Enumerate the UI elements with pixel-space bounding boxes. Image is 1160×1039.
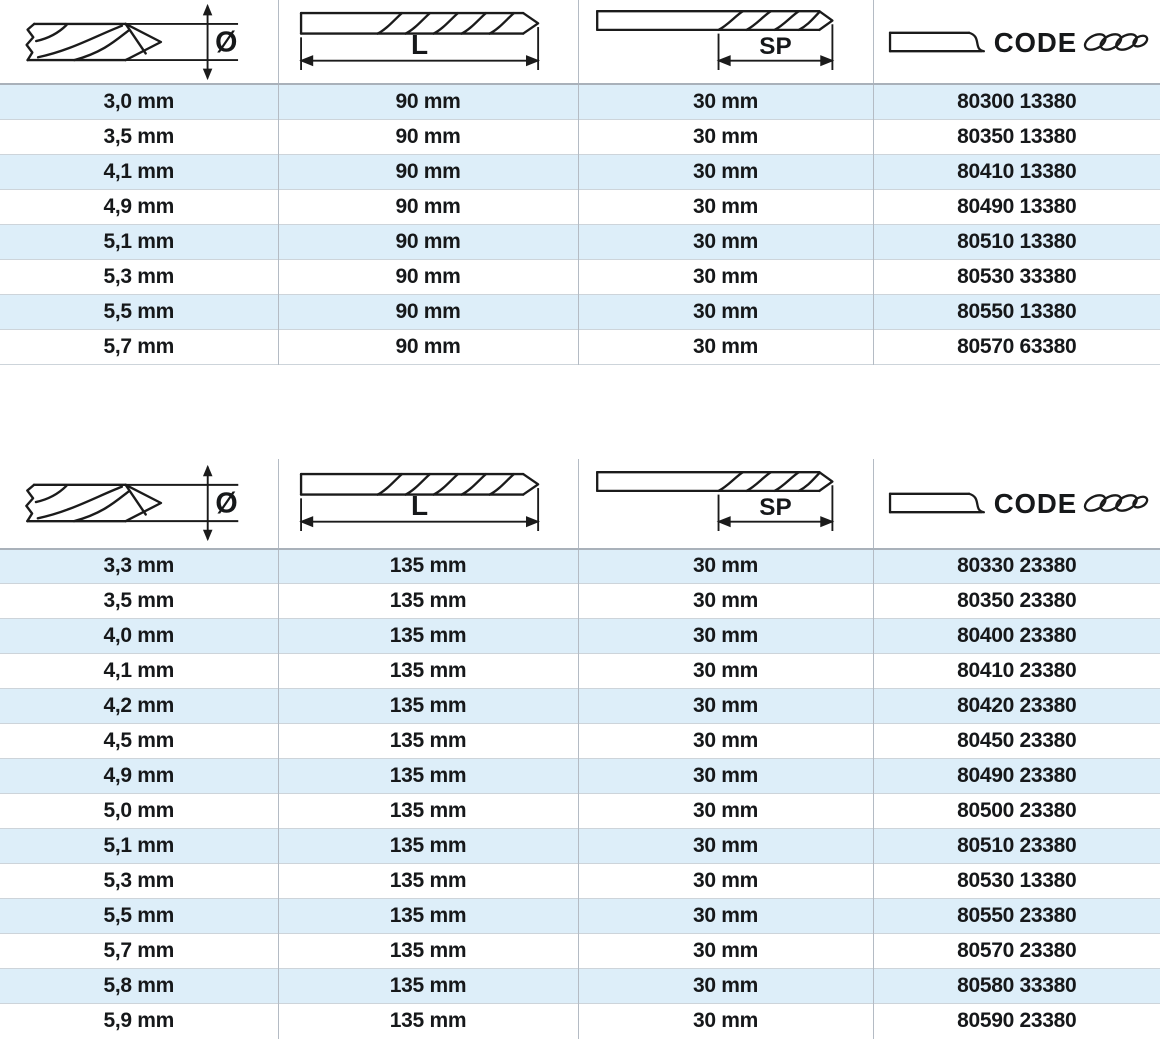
table-cell: 80450 23380 [873, 724, 1160, 759]
table-cell: 30 mm [578, 619, 873, 654]
table-body [0, 549, 1160, 1039]
table-cell: 80410 13380 [873, 154, 1160, 189]
diameter-label: Ø [215, 487, 238, 520]
drill-spiral-length-icon [586, 2, 866, 82]
table-cell: 135 mm [278, 724, 578, 759]
table-cell: 135 mm [278, 619, 578, 654]
table-cell: 30 mm [578, 154, 873, 189]
table-cell: 5,0 mm [0, 794, 278, 829]
table-cell: 90 mm [278, 119, 578, 154]
table-cell: 5,5 mm [0, 899, 278, 934]
table-cell: 30 mm [578, 934, 873, 969]
spiral-length-label: SP [758, 32, 792, 60]
table-row [0, 794, 1160, 829]
length-label: L [411, 28, 429, 60]
table-cell: 30 mm [578, 759, 873, 794]
table-cell: 90 mm [278, 259, 578, 294]
table-row [0, 119, 1160, 154]
table-row [0, 84, 1160, 119]
table-cell: 30 mm [578, 294, 873, 329]
table-cell: 30 mm [578, 84, 873, 119]
table-cell: 30 mm [578, 899, 873, 934]
column-header-diameter [0, 0, 278, 84]
table-cell: 30 mm [578, 829, 873, 864]
table-row [0, 934, 1160, 969]
table-row [0, 619, 1160, 654]
table-cell: 80570 23380 [873, 934, 1160, 969]
column-header-spiral-length [578, 0, 873, 84]
table-cell: 30 mm [578, 259, 873, 294]
table-cell: 5,5 mm [0, 294, 278, 329]
table-row [0, 259, 1160, 294]
table-cell: 80510 13380 [873, 224, 1160, 259]
table-row [0, 154, 1160, 189]
table-cell: 5,3 mm [0, 259, 278, 294]
code-label: CODE [993, 26, 1077, 58]
table-cell: 80550 13380 [873, 294, 1160, 329]
table-cell: 30 mm [578, 654, 873, 689]
table-row [0, 689, 1160, 724]
table-row [0, 829, 1160, 864]
table-cell: 30 mm [578, 969, 873, 1004]
drill-length-icon [288, 2, 568, 82]
table-cell: 3,0 mm [103, 89, 175, 113]
header-row [0, 459, 1160, 549]
table-cell: 4,1 mm [0, 654, 278, 689]
table-cell: 80590 23380 [873, 1004, 1160, 1039]
code-label: CODE [993, 488, 1077, 520]
table-cell: 80420 23380 [873, 689, 1160, 724]
table-cell: 30 mm [578, 1004, 873, 1039]
table-cell: 30 mm [578, 119, 873, 154]
table-cell: 135 mm [278, 689, 578, 724]
table-cell: 80350 13380 [873, 119, 1160, 154]
table-cell: 30 mm [578, 189, 873, 224]
table-cell: 80500 23380 [873, 794, 1160, 829]
table-cell: 5,8 mm [0, 969, 278, 1004]
table-header [0, 0, 1160, 84]
table-cell: 80490 13380 [873, 189, 1160, 224]
table-cell: 80300 13380 [873, 84, 1160, 119]
table-cell: 90 mm [278, 224, 578, 259]
column-header-code [873, 459, 1160, 549]
table-row [0, 759, 1160, 794]
table-cell: 135 mm [278, 584, 578, 619]
drill-length-icon [288, 462, 568, 544]
table-cell: 135 mm [278, 549, 578, 584]
table-cell: 3,5 mm [0, 119, 278, 154]
table-cell: 30 mm [578, 864, 873, 899]
table-cell: 5,3 mm [0, 864, 278, 899]
table-cell: 80550 23380 [873, 899, 1160, 934]
table-row [0, 224, 1160, 259]
table-cell: 80490 23380 [873, 759, 1160, 794]
table-cell: 135 mm [278, 654, 578, 689]
table-cell: 30 mm [578, 584, 873, 619]
drill-code-icon [879, 13, 1155, 71]
table-cell: 80530 13380 [873, 864, 1160, 899]
table-cell: 30 mm [578, 794, 873, 829]
drill-diameter-icon [13, 462, 265, 544]
length-label: L [411, 490, 429, 522]
table-cell: 80570 63380 [873, 329, 1160, 364]
table-row [0, 864, 1160, 899]
table-cell: 80530 33380 [873, 259, 1160, 294]
column-header-diameter [0, 459, 278, 549]
table-cell: 5,7 mm [0, 329, 278, 364]
table-header [0, 459, 1160, 549]
table-cell: 30 mm [578, 329, 873, 364]
table-row [0, 899, 1160, 934]
table-cell: 4,5 mm [0, 724, 278, 759]
drill-diameter-icon [13, 2, 265, 82]
table-cell: 135 mm [278, 794, 578, 829]
drill-spiral-length-icon [586, 462, 866, 544]
table-row [0, 329, 1160, 364]
diameter-label: Ø [214, 26, 238, 59]
drill-table-135mm [0, 459, 1160, 1039]
table-cell: 135 mm [278, 934, 578, 969]
table-cell: 4,0 mm [0, 619, 278, 654]
table-cell: 5,1 mm [0, 829, 278, 864]
table-cell: 3,3 mm [103, 554, 175, 578]
table-cell: 30 mm [578, 549, 873, 584]
table-row [0, 584, 1160, 619]
drill-table-90mm [0, 0, 1160, 365]
column-header-code [873, 0, 1160, 84]
table-cell: 90 mm [278, 84, 578, 119]
table-cell: 135 mm [278, 1004, 578, 1039]
table-cell: 30 mm [578, 224, 873, 259]
table-cell: 135 mm [278, 829, 578, 864]
table-cell: 135 mm [278, 759, 578, 794]
table-row [0, 1004, 1160, 1039]
table-row [0, 724, 1160, 759]
drill-code-icon [879, 474, 1155, 532]
table-cell: 90 mm [278, 189, 578, 224]
table-row [0, 549, 1160, 584]
table-row [0, 189, 1160, 224]
column-header-length [278, 0, 578, 84]
table-cell: 80330 23380 [873, 549, 1160, 584]
table-cell: 5,7 mm [0, 934, 278, 969]
spiral-length-label: SP [758, 494, 792, 522]
header-row [0, 0, 1160, 84]
table-body [0, 84, 1160, 364]
table-cell: 4,9 mm [0, 189, 278, 224]
table-cell: 90 mm [278, 154, 578, 189]
table-cell: 4,9 mm [0, 759, 278, 794]
table-cell: 30 mm [578, 689, 873, 724]
table-cell: 30 mm [578, 724, 873, 759]
table-cell: 90 mm [278, 329, 578, 364]
table-cell: 80350 23380 [873, 584, 1160, 619]
table-cell: 135 mm [278, 899, 578, 934]
table-cell: 80410 23380 [873, 654, 1160, 689]
column-header-spiral-length [578, 459, 873, 549]
table-row [0, 294, 1160, 329]
table-cell: 80580 33380 [873, 969, 1160, 1004]
table-gap [0, 365, 1160, 459]
table-row [0, 969, 1160, 1004]
table-cell: 135 mm [278, 864, 578, 899]
table-cell: 3,5 mm [0, 584, 278, 619]
table-row [0, 654, 1160, 689]
table-cell: 90 mm [278, 294, 578, 329]
table-cell: 5,1 mm [0, 224, 278, 259]
table-cell: 4,1 mm [0, 154, 278, 189]
table-cell: 4,2 mm [0, 689, 278, 724]
table-cell: 5,9 mm [0, 1004, 278, 1039]
table-cell: 80400 23380 [873, 619, 1160, 654]
column-header-length [278, 459, 578, 549]
table-cell: 80510 23380 [873, 829, 1160, 864]
table-cell: 135 mm [278, 969, 578, 1004]
